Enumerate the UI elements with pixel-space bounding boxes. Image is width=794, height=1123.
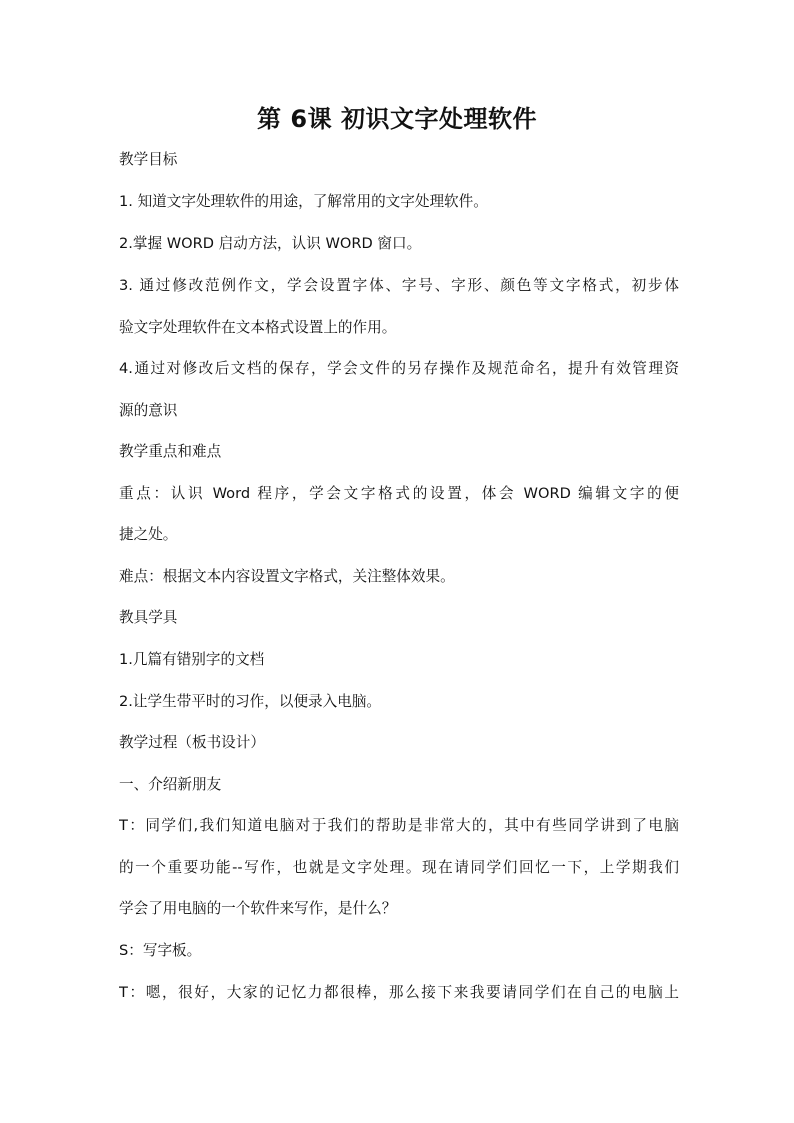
material-1: 1.几篇有错别字的文档 bbox=[119, 651, 265, 668]
key-point-line-1: 重点：认识 Word 程序，学会文字格式的设置，体会 WORD 编辑文字的便 bbox=[119, 485, 679, 502]
objective-2: 2.掌握 WORD 启动方法，认识 WORD 窗口。 bbox=[119, 235, 422, 252]
lesson-title: 第 6课 初识文字处理软件 bbox=[257, 105, 537, 133]
dialogue-teacher-1-line-3: 学会了用电脑的一个软件来写作，是什么？ bbox=[119, 900, 397, 917]
material-2: 2.让学生带平时的习作，以便录入电脑。 bbox=[119, 693, 382, 710]
dialogue-teacher-1-line-1: T：同学们,我们知道电脑对于我们的帮助是非常大的，其中有些同学讲到了电脑 bbox=[119, 817, 679, 834]
dialogue-teacher-1-line-2: 的一个重要功能--写作，也就是文字处理。现在请同学们回忆一下，上学期我们 bbox=[119, 859, 679, 876]
dialogue-teacher-2-line-1: T：嗯，很好，大家的记忆力都很棒，那么接下来我要请同学们在自己的电脑上 bbox=[119, 984, 679, 1001]
section-heading-materials: 教具学具 bbox=[119, 609, 178, 626]
difficulty-point: 难点：根据文本内容设置文字格式，关注整体效果。 bbox=[119, 568, 455, 585]
section-heading-objectives: 教学目标 bbox=[119, 151, 178, 168]
objective-3-line-2: 验文字处理软件在文本格式设置上的作用。 bbox=[119, 319, 397, 336]
objective-4-line-2: 源的意识 bbox=[119, 402, 178, 419]
dialogue-student-1: S：写字板。 bbox=[119, 942, 202, 959]
section-heading-key-points: 教学重点和难点 bbox=[119, 443, 222, 460]
objective-4-line-1: 4.通过对修改后文档的保存，学会文件的另存操作及规范命名，提升有效管理资 bbox=[119, 360, 679, 377]
objective-3-line-1: 3. 通过修改范例作文，学会设置字体、字号、字形、颜色等文字格式，初步体 bbox=[119, 277, 679, 294]
objective-1: 1. 知道文字处理软件的用途，了解常用的文字处理软件。 bbox=[119, 193, 488, 210]
key-point-line-2: 捷之处。 bbox=[119, 526, 178, 543]
subsection-heading-introduce: 一、介绍新朋友 bbox=[119, 776, 222, 793]
section-heading-process: 教学过程（板书设计） bbox=[119, 734, 265, 751]
